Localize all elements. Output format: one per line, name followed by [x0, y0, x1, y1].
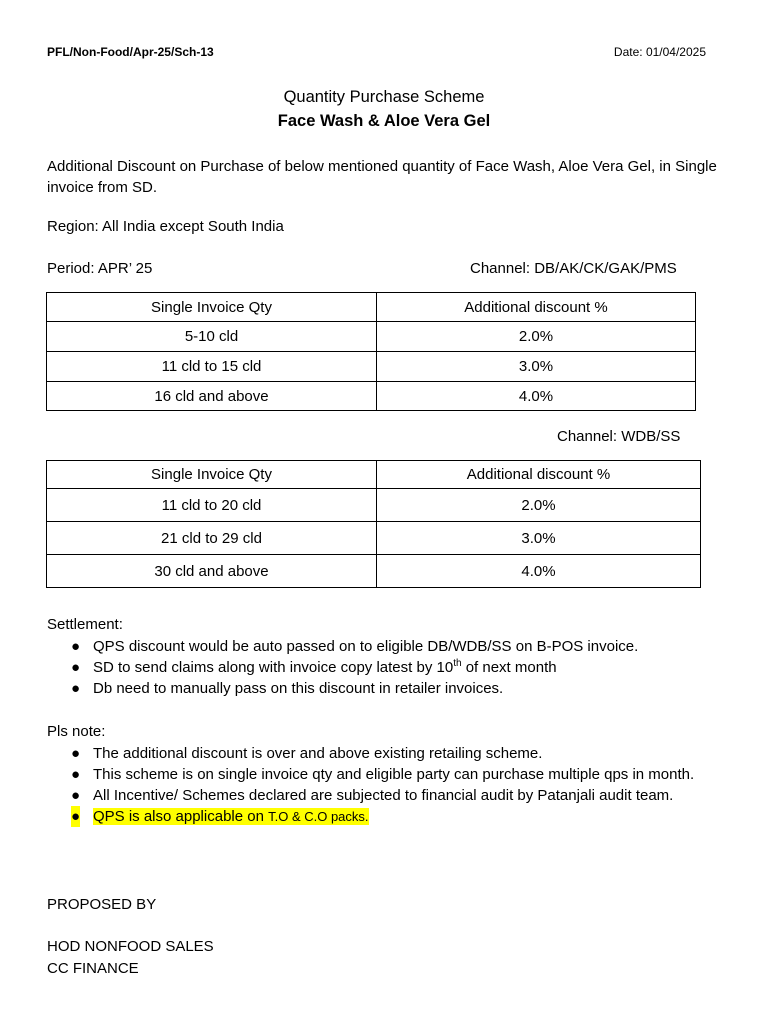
bullet-icon: ●: [71, 766, 81, 783]
notes-heading: Pls note:: [47, 723, 106, 740]
bullet-icon: ●: [71, 680, 81, 697]
table-row: [47, 489, 701, 522]
table-row: [47, 555, 701, 588]
channel-label-1: Channel: DB/AK/CK/GAK/PMS: [470, 260, 677, 277]
table-cell: 2.0%: [377, 322, 696, 352]
table-row: [47, 522, 701, 555]
table-header-cell: Single Invoice Qty: [47, 293, 377, 322]
list-item: ● SD to send claims along with invoice copy latest by 10th of next month: [71, 658, 557, 676]
table-cell: 2.0%: [377, 489, 701, 522]
list-item: ● All Incentive/ Schemes declared are subjected to financial audit by Patanjali audit team.: [71, 787, 674, 804]
discount-table-1: [46, 292, 696, 411]
table-cell: 4.0%: [377, 555, 701, 588]
table-header-cell: Single Invoice Qty: [47, 461, 377, 489]
table-header-cell: Additional discount %: [377, 293, 696, 322]
table-cell: 21 cld to 29 cld: [47, 522, 377, 555]
table-cell: 3.0%: [377, 522, 701, 555]
table-header-row: [47, 293, 696, 322]
table-row: [47, 322, 696, 352]
table-cell: 11 cld to 20 cld: [47, 489, 377, 522]
list-item: ● This scheme is on single invoice qty and eligible party can purchase multiple qps in month.: [71, 766, 695, 783]
channel-label-2: Channel: WDB/SS: [557, 428, 681, 445]
proposed-by: PROPOSED BY: [47, 896, 157, 913]
region-text: Region: All India except South India: [47, 218, 284, 235]
settlement-list: [47, 636, 727, 699]
table-cell: 4.0%: [377, 382, 696, 411]
list-item: ● Db need to manually pass on this discount in retailer invoices.: [71, 680, 504, 697]
page-subtitle: Face Wash & Aloe Vera Gel: [277, 112, 491, 130]
bullet-icon: ●: [71, 808, 81, 825]
list-item-highlighted: [47, 806, 727, 827]
bullet-icon: ●: [71, 659, 81, 676]
discount-table-2: [46, 460, 701, 588]
table-header-row: [47, 461, 701, 489]
table-cell: 11 cld to 15 cld: [47, 352, 377, 382]
table-cell: 5-10 cld: [47, 322, 377, 352]
table-cell: 3.0%: [377, 352, 696, 382]
signatory-1: HOD NONFOOD SALES: [47, 938, 214, 955]
highlighted-note: QPS is also applicable on T.O & C.O packs.: [93, 808, 369, 825]
list-item: ● The additional discount is over and above existing retailing scheme.: [71, 745, 543, 762]
table-row: [47, 382, 696, 411]
intro-text: Additional Discount on Purchase of below mentioned quantity of Face Wash, Aloe Vera Gel, in Single invoice from SD.: [47, 158, 717, 196]
table-cell: 16 cld and above: [47, 382, 377, 411]
table-row: [47, 352, 696, 382]
bullet-icon: ●: [71, 787, 81, 804]
notes-list: [47, 743, 727, 827]
table-header-cell: Additional discount %: [377, 461, 701, 489]
page-title: Quantity Purchase Scheme: [283, 88, 485, 106]
settlement-heading: Settlement:: [47, 616, 123, 633]
signatory-2: CC FINANCE: [47, 960, 139, 977]
bullet-icon: ●: [71, 638, 81, 655]
list-item: ● QPS discount would be auto passed on to eligible DB/WDB/SS on B-POS invoice.: [71, 638, 639, 655]
table-cell: 30 cld and above: [47, 555, 377, 588]
bullet-icon: ●: [71, 745, 81, 762]
document-date: Date: 01/04/2025: [613, 45, 706, 59]
period-text: Period: APR’ 25: [47, 260, 153, 277]
document-reference: PFL/Non-Food/Apr-25/Sch-13: [47, 45, 214, 59]
